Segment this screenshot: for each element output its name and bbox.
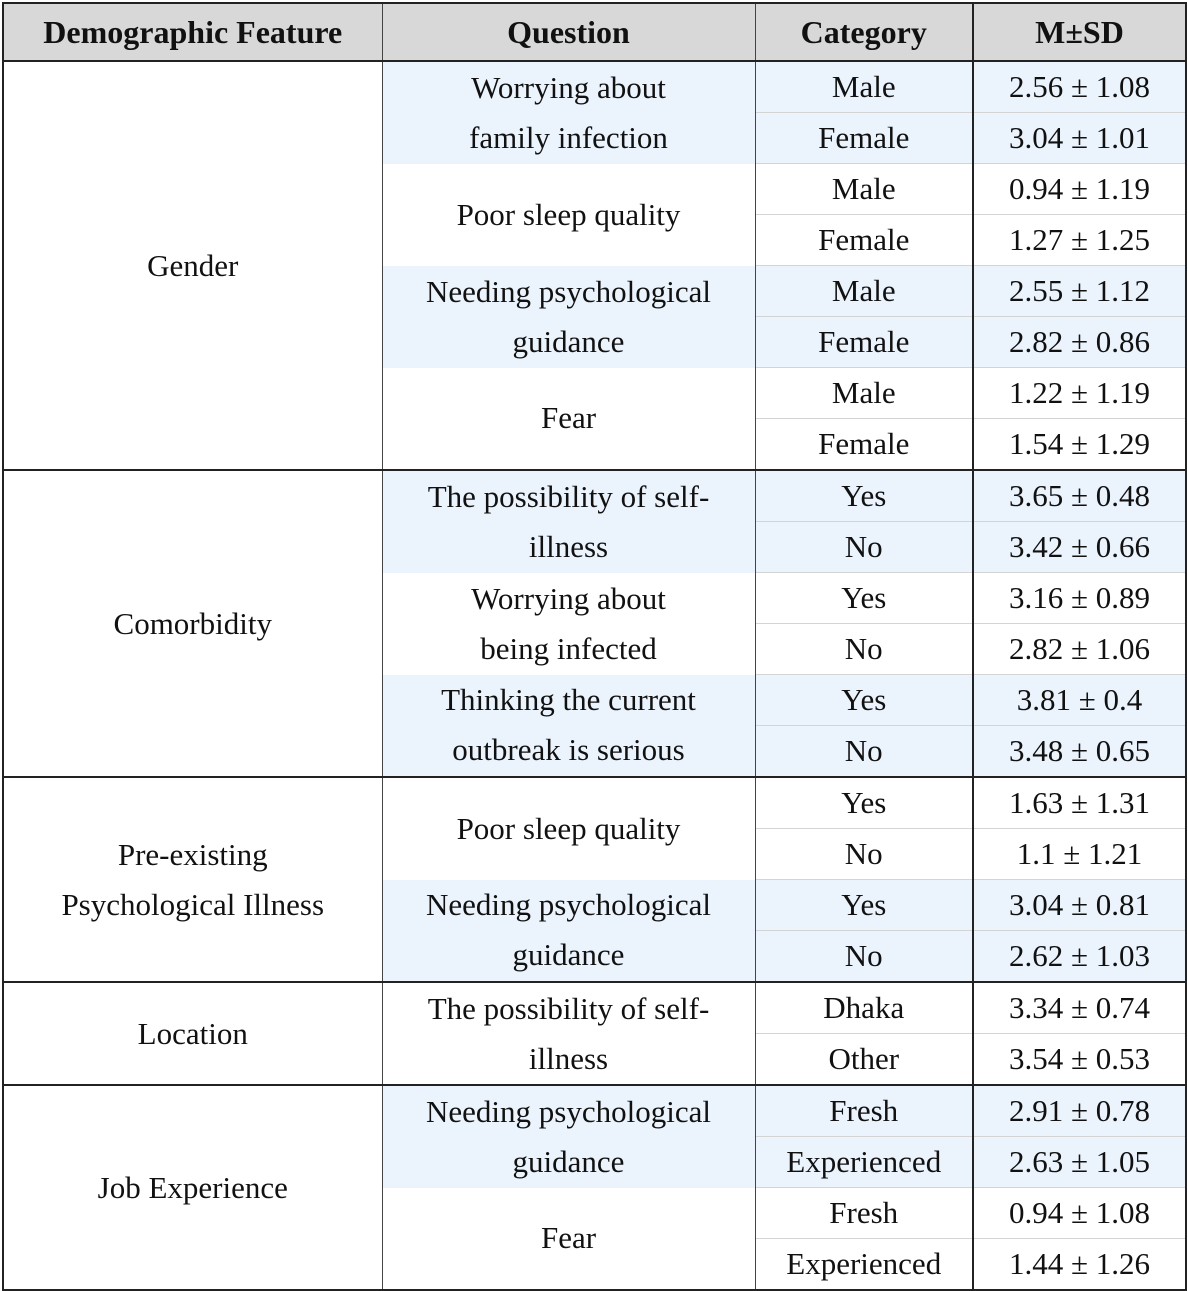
msd-value-cell: 1.63 ± 1.31 bbox=[973, 777, 1186, 829]
msd-value-cell: 3.81 ± 0.4 bbox=[973, 675, 1186, 726]
question-cell: Needing psychological guidance bbox=[382, 880, 755, 983]
msd-value-cell: 2.82 ± 1.06 bbox=[973, 624, 1186, 675]
category-cell: Other bbox=[755, 1034, 973, 1086]
header-category: Category bbox=[755, 3, 973, 61]
category-cell: Yes bbox=[755, 573, 973, 624]
msd-value-cell: 3.65 ± 0.48 bbox=[973, 470, 1186, 522]
msd-value-cell: 1.1 ± 1.21 bbox=[973, 829, 1186, 880]
question-cell: Worrying about family infection bbox=[382, 61, 755, 164]
question-cell: Poor sleep quality bbox=[382, 164, 755, 266]
category-cell: No bbox=[755, 931, 973, 983]
msd-value-cell: 0.94 ± 1.08 bbox=[973, 1188, 1186, 1239]
demographic-feature-cell: Gender bbox=[3, 61, 382, 470]
msd-value-cell: 2.55 ± 1.12 bbox=[973, 266, 1186, 317]
header-question: Question bbox=[382, 3, 755, 61]
category-cell: Yes bbox=[755, 675, 973, 726]
category-cell: Male bbox=[755, 61, 973, 113]
table-row bbox=[3, 470, 1186, 522]
demographic-feature-cell: Job Experience bbox=[3, 1085, 382, 1290]
category-cell: Yes bbox=[755, 777, 973, 829]
category-cell: Female bbox=[755, 317, 973, 368]
msd-value-cell: 3.04 ± 0.81 bbox=[973, 880, 1186, 931]
category-cell: No bbox=[755, 522, 973, 573]
msd-value-cell: 3.16 ± 0.89 bbox=[973, 573, 1186, 624]
msd-value-cell: 3.34 ± 0.74 bbox=[973, 982, 1186, 1034]
msd-value-cell: 3.54 ± 0.53 bbox=[973, 1034, 1186, 1086]
msd-value-cell: 3.48 ± 0.65 bbox=[973, 726, 1186, 778]
category-cell: Male bbox=[755, 266, 973, 317]
msd-value-cell: 1.54 ± 1.29 bbox=[973, 419, 1186, 471]
msd-value-cell: 2.63 ± 1.05 bbox=[973, 1137, 1186, 1188]
category-cell: Female bbox=[755, 113, 973, 164]
category-cell: Experienced bbox=[755, 1239, 973, 1291]
msd-value-cell: 3.42 ± 0.66 bbox=[973, 522, 1186, 573]
msd-value-cell: 1.44 ± 1.26 bbox=[973, 1239, 1186, 1291]
category-cell: Female bbox=[755, 419, 973, 471]
table-row bbox=[3, 61, 1186, 113]
msd-value-cell: 1.27 ± 1.25 bbox=[973, 215, 1186, 266]
question-cell: The possibility of self-illness bbox=[382, 470, 755, 573]
question-cell: The possibility of self-illness bbox=[382, 982, 755, 1085]
category-cell: Fresh bbox=[755, 1188, 973, 1239]
msd-value-cell: 0.94 ± 1.19 bbox=[973, 164, 1186, 215]
category-cell: Male bbox=[755, 368, 973, 419]
msd-value-cell: 2.82 ± 0.86 bbox=[973, 317, 1186, 368]
category-cell: Dhaka bbox=[755, 982, 973, 1034]
results-table bbox=[2, 2, 1187, 1291]
msd-value-cell: 3.04 ± 1.01 bbox=[973, 113, 1186, 164]
header-demographic-feature: Demographic Feature bbox=[3, 3, 382, 61]
question-cell: Fear bbox=[382, 368, 755, 471]
demographic-feature-cell: Location bbox=[3, 982, 382, 1085]
question-cell: Thinking the current outbreak is serious bbox=[382, 675, 755, 778]
category-cell: No bbox=[755, 624, 973, 675]
category-cell: Yes bbox=[755, 880, 973, 931]
question-cell: Poor sleep quality bbox=[382, 777, 755, 880]
msd-value-cell: 2.62 ± 1.03 bbox=[973, 931, 1186, 983]
category-cell: No bbox=[755, 726, 973, 778]
question-cell: Needing psychological guidance bbox=[382, 1085, 755, 1188]
header-msd: M±SD bbox=[973, 3, 1186, 61]
table-body bbox=[3, 61, 1186, 1290]
category-cell: Male bbox=[755, 164, 973, 215]
header-row bbox=[3, 3, 1186, 61]
demographic-feature-cell: Pre-existing Psychological Illness bbox=[3, 777, 382, 982]
demographic-feature-cell: Comorbidity bbox=[3, 470, 382, 777]
msd-value-cell: 2.91 ± 0.78 bbox=[973, 1085, 1186, 1137]
table-row bbox=[3, 1085, 1186, 1137]
category-cell: Experienced bbox=[755, 1137, 973, 1188]
msd-value-cell: 2.56 ± 1.08 bbox=[973, 61, 1186, 113]
category-cell: Fresh bbox=[755, 1085, 973, 1137]
category-cell: Female bbox=[755, 215, 973, 266]
table-row bbox=[3, 777, 1186, 829]
msd-value-cell: 1.22 ± 1.19 bbox=[973, 368, 1186, 419]
table-row bbox=[3, 982, 1186, 1034]
question-cell: Worrying about being infected bbox=[382, 573, 755, 675]
question-cell: Needing psychological guidance bbox=[382, 266, 755, 368]
category-cell: Yes bbox=[755, 470, 973, 522]
question-cell: Fear bbox=[382, 1188, 755, 1291]
category-cell: No bbox=[755, 829, 973, 880]
